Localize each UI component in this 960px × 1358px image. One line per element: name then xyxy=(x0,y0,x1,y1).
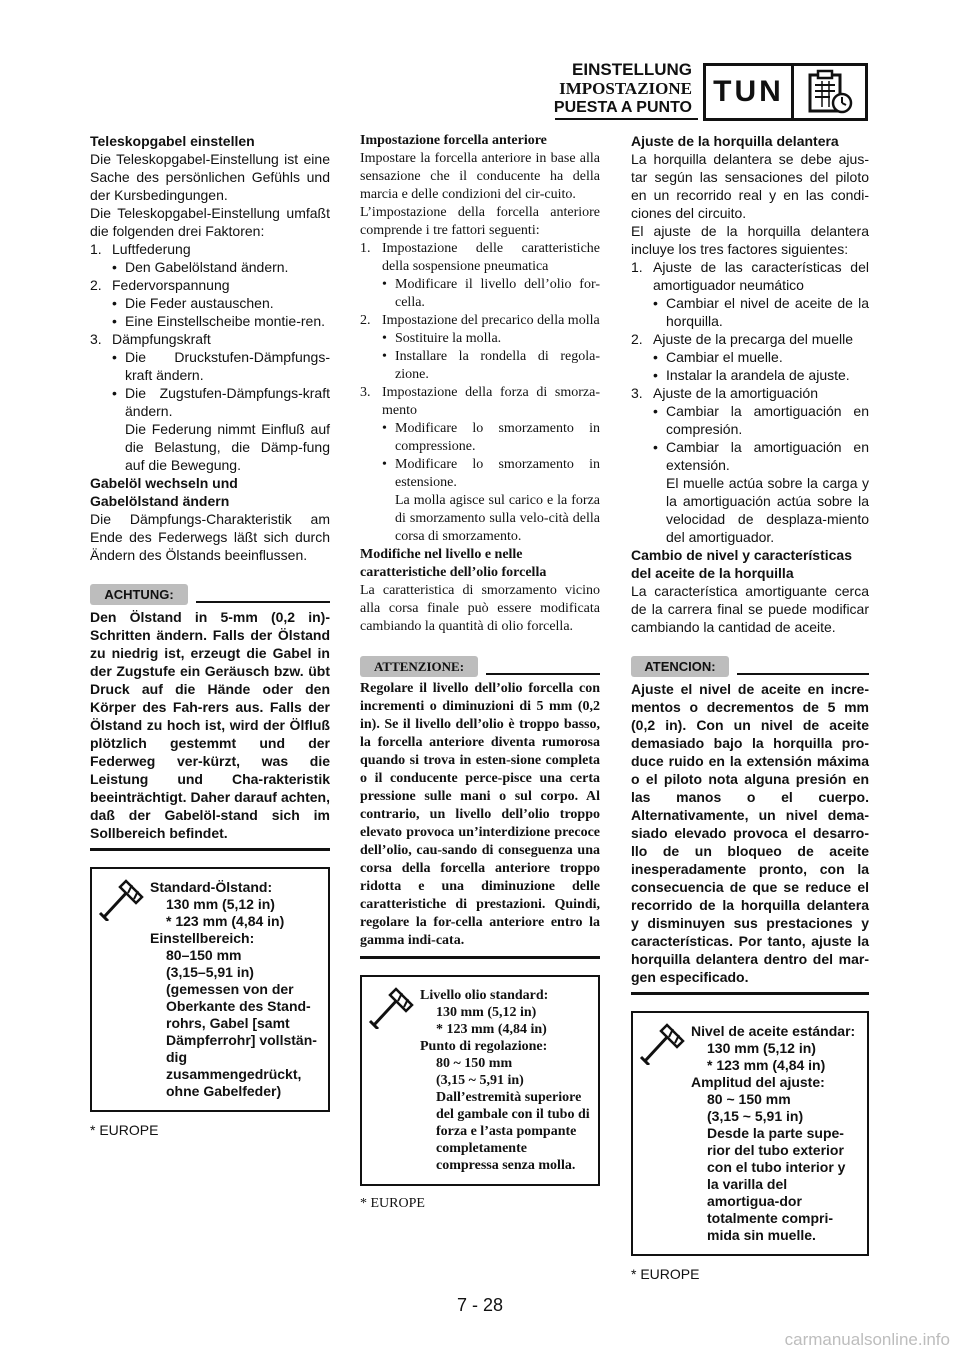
list-item: • Modificare il livello dell’olio for-cella. xyxy=(382,277,600,310)
wrench-icon xyxy=(98,877,146,926)
intro-paragraph: Die Teleskopgabel-Einstellung umfaßt die folgenden drei Faktoren: xyxy=(90,205,330,239)
spec-box: Livello olio standard: 130 mm (5,12 in) * 123 mm (4,84 in) Punto di regolazione: 80 ~ 150 mm (3,15 ~ 5,91 in) Dall’estremità superiore del gambale con il tubo di forza e l’asta pompante completamente compressa senza molla. xyxy=(360,975,600,1186)
heading-fork-setting: Ajuste de la horquilla delantera xyxy=(631,133,839,149)
column-german xyxy=(90,132,330,1138)
intro-paragraph: El ajuste de la horquilla delantera incluye los tres factores siguientes: xyxy=(631,223,869,257)
caution-block xyxy=(90,584,330,851)
heading-oil-level: Modifiche nel livello e nelle xyxy=(360,547,523,562)
caution-rule xyxy=(196,601,330,603)
list-item: • Cambiar el muelle. xyxy=(653,349,783,365)
intro-paragraph: Die Teleskopgabel-Einstellung ist eine Sache des persönlichen Gefühls und der Kursbedingungen. xyxy=(90,151,330,203)
list-item: 2. Ajuste de la precarga del muelle xyxy=(631,331,854,347)
list-item: 3. Impostazione della forza di smorza-mento xyxy=(360,385,600,418)
spec-box: Standard-Ölstand: 130 mm (5,12 in) * 123 mm (4,84 in) Einstellbereich: 80–150 mm (3,15–5,91 in) (gemessen von der Oberkante des Stand-rohrs, Gabel [samt Dämpferrohr] vollstän-dig zusammengedrückt, ohne Gabelfeder) xyxy=(90,867,330,1112)
heading-oil-level: del aceite de la horquilla xyxy=(631,565,794,581)
heading-oil-level: Gabelölstand ändern xyxy=(90,493,230,509)
oil-paragraph: La característica amortiguante cerca de la carrera final se puede modificar cambiando la cantidad de aceite. xyxy=(631,583,869,635)
caution-badge: ACHTUNG: xyxy=(90,584,188,605)
spec-box: Nivel de aceite estándar: 130 mm (5,12 in) * 123 mm (4,84 in) Amplitud del ajuste: 80 ~ 150 mm (3,15 ~ 5,91 in) Desde la parte supe-rior del tubo exterior con el tubo interior y la varilla del amortigua-dor totalmente compri-mida sin muelle. xyxy=(631,1011,869,1256)
oil-paragraph: Die Dämpfungs-Charakteristik am Ende des Federwegs läßt sich durch Ändern des Ölstands beeinflussen. xyxy=(90,511,330,563)
caution-text: Ajuste el nivel de aceite en incre-mentos o decrementos de 5 mm (0,2 in). Con un nivel de aceite demasiado bajo la horquilla pro-duce ruido en la extensión máxima o el piloto nota alguna presión en las manos o el cuerpo. Alternativamente, un nivel dema-siado elevado provoca el desarro-llo de un bloqueo de aceite inesperadamente pronto, con la consecuencia de que se reduce el recorrido de la horquilla delantera y disminuyen sus prestaciones y características. Por tanto, ajuste la horquilla delantera dentro del mar-gen especificado. xyxy=(631,681,869,985)
caution-end-rule xyxy=(631,992,869,995)
list-item: • Modificare lo smorzamento in estensione. xyxy=(382,457,600,490)
footnote: * EUROPE xyxy=(90,1122,159,1138)
caution-rule xyxy=(737,673,869,675)
list-item: • Modificare lo smorzamento in compressione. xyxy=(382,421,600,454)
column-italian xyxy=(360,132,600,1212)
clipboard-stopwatch-icon xyxy=(794,66,865,118)
list-item: • Sostituire la molla. xyxy=(382,331,502,346)
section-title-es: PUESTA A PUNTO xyxy=(553,99,692,116)
list-item: • Den Gabelölstand ändern. xyxy=(112,259,289,275)
list-item: 3. Ajuste de la amortiguación xyxy=(631,385,818,401)
list-item: 2. Impostazione del precarico della molla xyxy=(360,313,600,328)
list-item: • Eine Einstellscheibe montie-ren. xyxy=(112,313,325,329)
list-item: • Die Druckstufen-Dämpfungs-kraft ändern. xyxy=(112,349,330,383)
heading-fork-setting: Impostazione forcella anteriore xyxy=(360,133,547,148)
oil-paragraph: La caratteristica di smorzamento vicino alla corsa finale può essere modificata cambiando la quantità di olio forcella. xyxy=(360,583,600,634)
list-item: 1. Impostazione delle caratteristiche della sospensione pneumatica xyxy=(360,241,600,274)
caution-badge: ATENCION: xyxy=(631,656,729,677)
list-item: 3. Dämpfungskraft xyxy=(90,331,211,347)
footnote: * EUROPE xyxy=(360,1196,425,1211)
list-item: 1. Ajuste de las características del amortiguador neumático xyxy=(631,259,869,293)
section-title-it: IMPOSTAZIONE xyxy=(559,79,692,98)
heading-oil-level: Gabelöl wechseln und xyxy=(90,475,238,491)
watermark: carmanualsonline.info xyxy=(784,1330,950,1349)
caution-text: Den Ölstand in 5-mm (0,2 in)-Schritten ändern. Falls der Ölstand zu niedrig ist, erzeugt die Gabel in der Zugstufe ein Geräusch bzw. übt Druck auf die Hände oder den Körper des Fah-rers aus. Falls der Ölstand zu hoch ist, wird der Ölfluß plötzlich gestemmt und der Federweg ver-kürzt, was die Leistung und Cha-rakteristik beeinträchtigt. Daher darauf achten, daß der Gabelöl-stand sich im Sollbereich befindet. xyxy=(90,609,330,841)
section-title-de: EINSTELLUNG xyxy=(572,60,692,79)
intro-paragraph: Impostare la forcella anteriore in base alla sensazione che il conducente ha della marcia e delle condizioni del cir-cuito. xyxy=(360,151,600,202)
list-item: • Cambiar la amortiguación en compresión. xyxy=(653,403,869,437)
list-item: 2. Federvorspannung xyxy=(90,277,230,293)
intro-paragraph: L’impostazione della forcella anteriore comprende i tre fattori seguenti: xyxy=(360,205,600,238)
wrench-icon xyxy=(639,1021,687,1070)
list-item: • Cambiar la amortiguación en extensión. xyxy=(653,439,869,473)
list-item: • Die Feder austauschen. xyxy=(112,295,274,311)
list-item: 1. Luftfederung xyxy=(90,241,191,257)
list-item: • Cambiar el nivel de aceite de la horquilla. xyxy=(653,295,869,329)
section-titles xyxy=(554,60,692,117)
page-number: 7 - 28 xyxy=(456,1295,504,1315)
caution-rule xyxy=(486,673,600,675)
list-item: • Instalar la arandela de ajuste. xyxy=(653,367,850,383)
header-rule xyxy=(555,118,698,120)
footnote: * EUROPE xyxy=(631,1266,700,1282)
intro-paragraph: La horquilla delantera se debe ajus-tar según las sensaciones del piloto en un recorrido real y en las condi-ciones del circuito. xyxy=(631,151,869,221)
list-item: • Die Zugstufen-Dämpfungs-kraft ändern. xyxy=(112,385,330,419)
heading-fork-setting: Teleskopgabel einstellen xyxy=(90,133,255,149)
caution-badge: ATTENZIONE: xyxy=(360,656,478,677)
list-item: • Installare la rondella di regola-zione. xyxy=(382,349,600,382)
list-note: La molla agisce sul carico e la forza di smorzamento sulla velo-cità della corsa di smorzamento. xyxy=(395,493,600,544)
caution-end-rule xyxy=(360,956,600,959)
list-note: Die Federung nimmt Einfluß auf die Belastung, die Dämp-fung auf die Bewegung. xyxy=(125,421,330,473)
column-spanish xyxy=(631,132,869,1282)
caution-block xyxy=(360,656,600,959)
wrench-icon xyxy=(368,985,416,1034)
caution-block xyxy=(631,656,869,995)
section-code: TUN xyxy=(706,66,794,118)
heading-oil-level: Cambio de nivel y características xyxy=(631,547,852,563)
heading-oil-level: caratteristiche dell’olio forcella xyxy=(360,565,547,580)
caution-text: Regolare il livello dell’olio forcella con incrementi o diminuzioni di 5 mm (0,2 in). Se il livello dell’olio è troppo basso, la forcella anteriore diventa rumorosa quando si trova in esten-sione completa o il conducente perce-pisce una certa pressione sulle mani o sul corpo. Al contrario, un livello dell’olio troppo elevato provoca un’interdizione precoce dell’olio, cau-sando di conseguenza una corsa della forcella anteriore troppo ridotta e una diminuzione delle caratteristiche di prestazioni. Quindi, regolare la for-cella anteriore entro la gamma indi-cata. xyxy=(360,681,600,948)
list-note: El muelle actúa sobre la carga y la amortiguación actúa sobre la velocidad de desplaza-miento del amortiguador. xyxy=(666,475,869,545)
caution-end-rule xyxy=(90,848,330,851)
section-tab xyxy=(703,63,868,121)
